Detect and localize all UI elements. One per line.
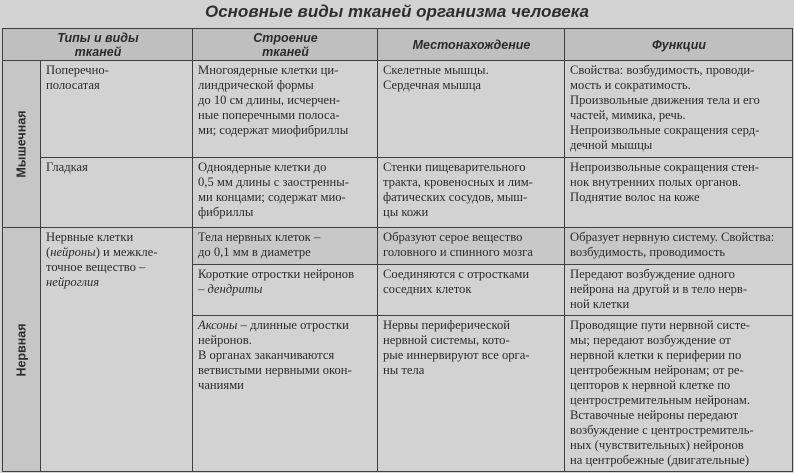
header-location: Местонахождение [378,29,565,61]
location-dendrites: Соединяются с отростками соседних клеток [378,265,565,316]
location-axons: Нервы периферической нервной системы, кото- рые иннервируют все орга- ны тела [378,316,565,472]
header-functions: Функции [565,29,793,61]
structure-axons: Аксоны – длинные отростки нейронов. В органах заканчиваются ветвистыми нервными окон- чаниями [193,316,378,472]
structure-smooth: Одноядерные клетки до 0,5 мм длины с заостренны- ми концами; содержат мио- фибриллы [193,158,378,228]
header-types: Типы и виды тканей [3,29,193,61]
tissue-name-smooth: Гладкая [41,158,193,228]
header-row [3,29,793,61]
table-row [3,228,793,265]
header-structure: Строение тканей [193,29,378,61]
group-label-nervous: Нервная [14,322,28,377]
functions-striated: Свойства: возбудимость, проводи- мость и сократимость. Произвольные движения тела и его частей, мимика, речь. Непроизвольные сокращения серд- дечной мышцы [565,61,793,158]
location-bodies: Образуют серое вещество головного и спинного мозга [378,228,565,265]
tissue-name-striated: Поперечно- полосатая [41,61,193,158]
structure-striated: Многоядерные клетки ци- линдрической формы до 10 см длины, исчерчен- ные поперечными полоса- ми; содержат миофибриллы [193,61,378,158]
group-label-muscle: Мышечная [14,110,28,178]
location-striated: Скелетные мышцы. Сердечная мышца [378,61,565,158]
structure-dendrites: Короткие отростки нейронов – дендриты [193,265,378,316]
group-muscle [3,61,41,228]
tissues-table [2,28,793,472]
location-smooth: Стенки пищеварительного тракта, кровеносных и лим- фатических сосудов, мыш- цы кожи [378,158,565,228]
group-nervous [3,228,41,472]
structure-bodies: Тела нервных клеток – до 0,1 мм в диаметре [193,228,378,265]
tissue-name-nervous: Нервные клетки (нейроны) и межкле- точное вещество – нейроглия [41,228,193,472]
functions-dendrites: Передают возбуждение одного нейрона на другой и в тело нерв- ной клетки [565,265,793,316]
table-row [3,61,793,158]
functions-smooth: Непроизвольные сокращения стен- нок внутренних полых органов. Поднятие волос на коже [565,158,793,228]
functions-axons: Проводящие пути нервной систе- мы; передают возбуждение от нервной клетки к периферии по центробежным нейронам; от ре- цепторов к нервной клетке по центростремительным нейронам. Вставочные нейроны передают возбуждение с центростремитель- ных (чувствительных) нейронов на центробежные (двигательные) [565,316,793,472]
table-title: Основные виды тканей организма человека [204,2,589,21]
functions-bodies: Образует нервную систему. Свойства: возбудимость, проводимость [565,228,793,265]
table-row [3,158,793,228]
